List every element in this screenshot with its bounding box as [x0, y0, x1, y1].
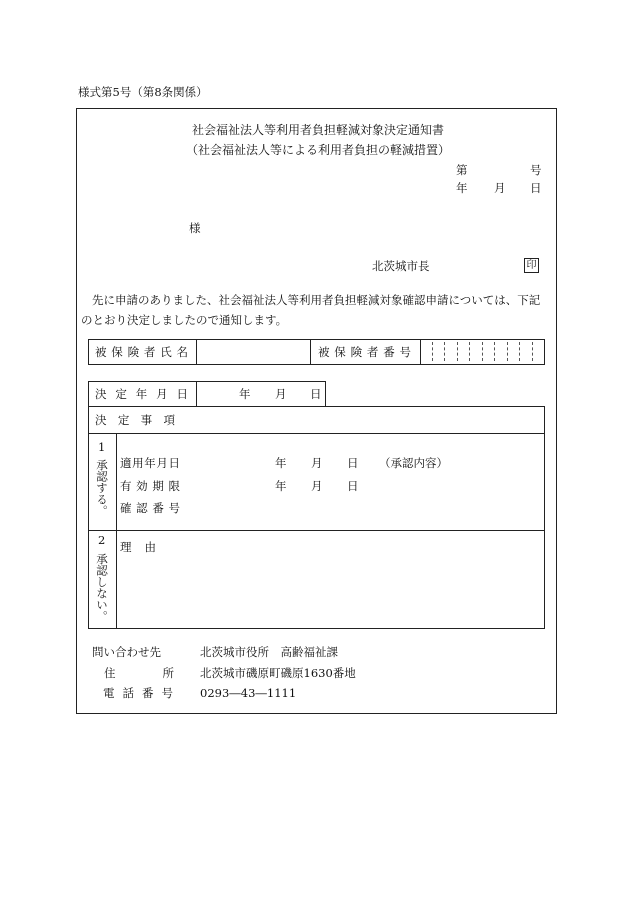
insured-number-label: 被 保 険 者 番 号 [318, 345, 411, 359]
table-divider [88, 433, 545, 434]
phone-value: 0293―43―1111 [200, 686, 297, 700]
table-divider [310, 339, 311, 365]
seal-stamp-box: 印 [524, 258, 539, 273]
decision-date-day: 日 [310, 387, 322, 401]
valid-period-label: 有 効 期 限 [120, 479, 180, 493]
digit-box [469, 342, 482, 361]
body-text-line-1: 先に申請のありました、社会福祉法人等利用者負担軽減対象確認申請については、下記 [92, 293, 541, 307]
phone-label: 電 話 番 号 [103, 686, 173, 700]
applied-date-year: 年 [275, 456, 287, 470]
document-subtitle: （社会福祉法人等による利用者負担の軽減措置） [185, 143, 450, 157]
decision-items-label: 決 定 事 項 [95, 413, 175, 427]
addressee-honorific: 様 [189, 221, 201, 235]
approve-number: 1 [98, 440, 106, 454]
confirmation-number-label: 確 認 番 号 [120, 501, 180, 515]
table-divider [116, 433, 117, 629]
address-label: 住 所 [104, 666, 174, 680]
reason-label: 理 由 [120, 540, 156, 554]
doc-number-suffix: 号 [530, 163, 542, 177]
reject-number: 2 [98, 533, 106, 547]
valid-period-year: 年 [275, 479, 287, 493]
applied-date-month: 月 [311, 456, 323, 470]
decision-date-month: 月 [275, 387, 287, 401]
decision-date-label: 決 定 年 月 日 [95, 387, 188, 401]
insured-name-field [198, 342, 308, 362]
digit-box [457, 342, 470, 361]
digit-box [507, 342, 520, 361]
digit-box [444, 342, 457, 361]
document-title: 社会福祉法人等利用者負担軽減対象決定通知書 [191, 123, 444, 137]
issue-date-day: 日 [530, 181, 542, 195]
decision-items-table [88, 406, 545, 629]
digit-box [420, 342, 432, 361]
approve-label: 承認する。 [95, 459, 109, 517]
doc-number-prefix: 第 [456, 163, 468, 177]
valid-period-day: 日 [347, 479, 359, 493]
form-number: 様式第5号（第8条関係） [78, 85, 208, 99]
reject-label: 承認しない。 [95, 553, 109, 622]
body-text-line-2: のとおり決定しましたので通知します。 [81, 313, 288, 327]
issue-date-month: 月 [494, 181, 506, 195]
inquiry-label: 問い合わせ先 [92, 645, 161, 659]
table-divider [196, 381, 197, 407]
digit-box [494, 342, 507, 361]
applied-date-label: 適 用 年 月 日 [120, 456, 180, 470]
digit-box [519, 342, 532, 361]
approval-content-label: （承認内容） [379, 456, 448, 470]
issue-date-year: 年 [456, 181, 468, 195]
valid-period-month: 月 [311, 479, 323, 493]
digit-box [532, 342, 545, 361]
digit-box [432, 342, 445, 361]
decision-date-year: 年 [239, 387, 251, 401]
inquiry-value: 北茨城市役所 高齢福祉課 [200, 645, 338, 659]
table-divider [88, 530, 545, 531]
insured-name-label: 被 保 険 者 氏 名 [95, 345, 188, 359]
digit-box [482, 342, 495, 361]
address-value: 北茨城市磯原町磯原1630番地 [200, 666, 356, 680]
issuer-name: 北茨城市長 [372, 259, 430, 273]
table-divider [196, 339, 197, 365]
applied-date-day: 日 [347, 456, 359, 470]
insured-number-field [420, 342, 544, 361]
